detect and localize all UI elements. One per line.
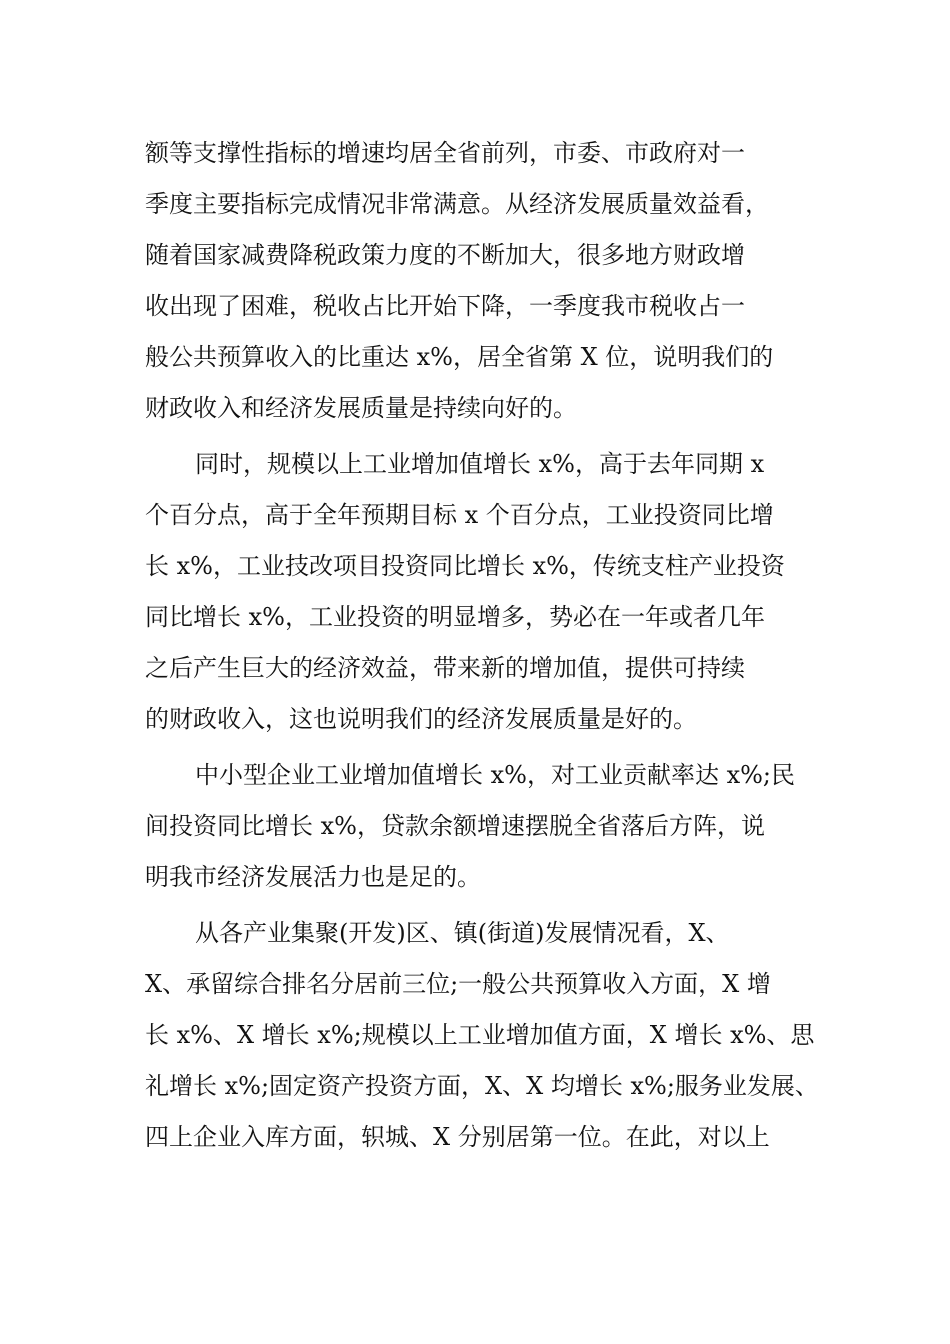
text-line: 随着国家减费降税政策力度的不断加大，很多地方财政增 bbox=[145, 241, 745, 269]
text-line: 礼增长 x%;固定资产投资方面，X、X 均增长 x%;服务业发展、 bbox=[145, 1072, 819, 1100]
paragraph-2 bbox=[145, 439, 825, 745]
text-line: 的财政收入，这也说明我们的经济发展质量是好的。 bbox=[145, 705, 697, 733]
text-line: 同时，规模以上工业增加值增长 x%，高于去年同期 x bbox=[195, 450, 765, 478]
text-line: 四上企业入库方面，轵城、X 分别居第一位。在此，对以上 bbox=[145, 1123, 770, 1151]
text-line: 季度主要指标完成情况非常满意。从经济发展质量效益看， bbox=[145, 190, 769, 218]
paragraph-3 bbox=[145, 750, 825, 903]
text-line: 长 x%，工业技改项目投资同比增长 x%，传统支柱产业投资 bbox=[145, 552, 785, 580]
text-line: 同比增长 x%，工业投资的明显增多，势必在一年或者几年 bbox=[145, 603, 765, 631]
text-line: 长 x%、X 增长 x%;规模以上工业增加值方面，X 增长 x%、思 bbox=[145, 1021, 815, 1049]
paragraph-4 bbox=[145, 908, 825, 1163]
text-line: 中小型企业工业增加值增长 x%，对工业贡献率达 x%;民 bbox=[195, 761, 796, 789]
text-line: X、承留综合排名分居前三位;一般公共预算收入方面，X 增 bbox=[145, 970, 771, 998]
text-line: 个百分点，高于全年预期目标 x 个百分点，工业投资同比增 bbox=[145, 501, 774, 529]
text-line: 财政收入和经济发展质量是持续向好的。 bbox=[145, 394, 577, 422]
text-line: 之后产生巨大的经济效益，带来新的增加值，提供可持续 bbox=[145, 654, 745, 682]
text-line: 般公共预算收入的比重达 x%，居全省第 X 位，说明我们的 bbox=[145, 343, 774, 371]
text-line: 明我市经济发展活力也是足的。 bbox=[145, 863, 481, 891]
text-line: 从各产业集聚(开发)区、镇(街道)发展情况看，X、 bbox=[195, 919, 730, 947]
text-line: 收出现了困难，税收占比开始下降，一季度我市税收占一 bbox=[145, 292, 745, 320]
text-line: 额等支撑性指标的增速均居全省前列，市委、市政府对一 bbox=[145, 139, 745, 167]
paragraph-1 bbox=[145, 128, 825, 434]
text-line: 间投资同比增长 x%，贷款余额增速摆脱全省落后方阵，说 bbox=[145, 812, 765, 840]
document-body bbox=[145, 128, 825, 1163]
